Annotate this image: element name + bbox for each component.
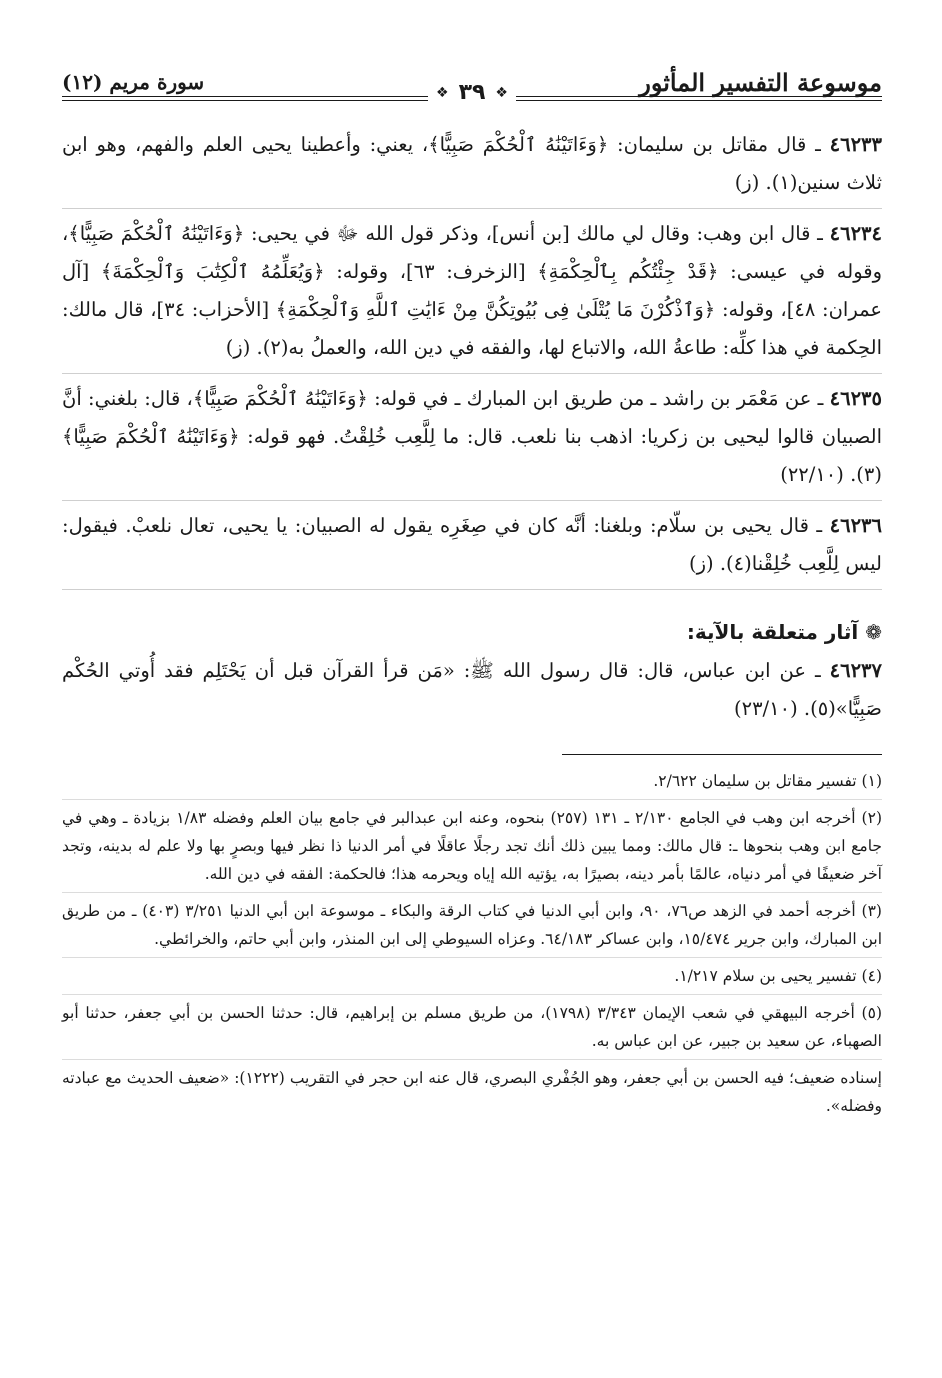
ornament-icon: ❖	[495, 84, 508, 101]
entry	[62, 215, 882, 374]
entry-number: ٤٦٢٣٥	[829, 387, 883, 410]
entry-text: ـ عن مَعْمَر بن راشد ـ من طريق ابن المبارك ـ في قوله: ﴿وَءَاتَيْنَٰهُ ٱلْحُكْمَ صَبِيًّا﴾، قال: بلغني: أنَّ الصبيان قالوا ليحيى بن زكريا: اذهب بنا نلعب. قال: ما لِلَّعِب خُلِقْتُ. فهو قوله: ﴿وَءَاتَيْنَٰهُ ٱلْحُكْمَ صَبِيًّا﴾(٣). (٢٢/١٠)	[62, 387, 882, 486]
footnote: (٤) تفسير يحيى بن سلام ١/٢١٧.	[62, 962, 882, 995]
entry-number: ٤٦٢٣٦	[829, 514, 882, 537]
entry-text: ـ عن ابن عباس، قال: قال رسول الله ﷺ: «مَن قرأ القرآن قبل أن يَحْتَلِم فقد أُوتي الحُكْم صَبِيًّا»(٥). (٢٣/١٠)	[62, 659, 882, 720]
ornament-icon: ❖	[436, 84, 449, 101]
entry-text: ـ قال يحيى بن سلّام: وبلغنا: أنَّه كان في صِغَرِه يقول له الصبيان: يا يحيى، تعال نلعبْ. فيقول: ليس لِلَّعِب خُلِقْنا(٤). (ز)	[62, 514, 882, 575]
surah-label: سورة مريم (١٢)	[62, 70, 205, 94]
entry	[62, 652, 882, 734]
page-number: ٣٩	[458, 80, 486, 105]
entry	[62, 507, 882, 590]
section-heading: ❁ آثار متعلقة بالآية:	[686, 620, 882, 644]
page-header	[62, 60, 882, 104]
footnote: (١) تفسير مقاتل بن سليمان ٢/٦٢٢.	[62, 767, 882, 800]
footnotes	[62, 767, 882, 1124]
page-number-block	[428, 80, 516, 105]
entry	[62, 380, 882, 501]
book-title: موسوعة التفسير المأثور	[639, 67, 882, 97]
entry-number: ٤٦٢٣٣	[829, 133, 883, 156]
entry-number: ٤٦٢٣٧	[829, 659, 883, 682]
entries-list	[62, 126, 882, 734]
entry-text: ـ قال ابن وهب: وقال لي مالك [بن أنس]، وذكر قول الله ﷻ في يحيى: ﴿وَءَاتَيْنَٰهُ ٱلْحُكْمَ صَبِيًّا﴾، وقوله في عيسى: ﴿قَدْ جِئْتُكُم بِٱلْحِكْمَةِ﴾ [الزخرف: ٦٣]، وقوله: ﴿وَيُعَلِّمُهُ ٱلْكِتَٰبَ وَٱلْحِكْمَةَ﴾ [آل عمران: ٤٨]، وقوله: ﴿وَٱذْكُرْنَ مَا يُتْلَىٰ فِى بُيُوتِكُنَّ مِنْ ءَايَٰتِ ٱللَّهِ وَٱلْحِكْمَةِ﴾ [الأحزاب: ٣٤]، قال مالك: الحِكمة في هذا كلِّه: طاعةُ الله، والاتباع لها، والفقه في دين الله، والعملُ به(٢). (ز)	[62, 222, 883, 359]
footnote: (٣) أخرجه أحمد في الزهد ص٧٦، ٩٠، وابن أبي الدنيا في كتاب الرقة والبكاء ـ موسوعة ابن أبي الدنيا ٣/٢٥١ (٤٠٣) ـ من طريق ابن المبارك، وابن جرير ١٥/٤٧٤، وابن عساكر ٦٤/١٨٣. وعزاه السيوطي إلى ابن المنذر، وابن أبي حاتم، والخرائطي.	[62, 897, 882, 958]
page	[62, 60, 882, 1128]
entry	[62, 126, 882, 209]
entry-number: ٤٦٢٣٤	[829, 222, 883, 245]
entry-text: ـ قال مقاتل بن سليمان: ﴿وَءَاتَيْنَٰهُ ٱلْحُكْمَ صَبِيًّا﴾، يعني: وأعطينا يحيى العلم والفهم، وهو ابن ثلاث سنين(١). (ز)	[62, 133, 882, 194]
footnote-divider	[562, 754, 882, 755]
footnote: (٥) أخرجه البيهقي في شعب الإيمان ٣/٣٤٣ (١٧٩٨)، من طريق مسلم بن إبراهيم، قال: حدثنا الحسن بن أبي جعفر، حدثنا أبو الصهباء، عن سعيد بن جبير، عن ابن عباس به.	[62, 999, 882, 1060]
footnote: (٢) أخرجه ابن وهب في الجامع ٢/١٣٠ ـ ١٣١ (٢٥٧) بنحوه، وعنه ابن عبدالبر في جامع بيان العلم وفضله ١/٨٣ بزيادة ـ وهي في جامع ابن وهب بنحوها ـ: قال مالك: ومما يبين ذلك أنك تجد رجلًا عاقلًا في أمر الدنيا ذا نظر فيها وبصرٍ بها ولا علم له بدينه، وتجد آخر ضعيفًا في أمر دنياه، عالمًا بأمر دينه، بصيرًا به، يؤتيه الله إياه ويحرمه هذا؛ فالحكمة: الفقه في دين الله.	[62, 804, 882, 893]
footnote: إسناده ضعيف؛ فيه الحسن بن أبي جعفر، وهو الجُفْري البصري، قال عنه ابن حجر في التقريب (١٢٢٢): «ضعيف الحديث مع عبادته وفضله».	[62, 1069, 882, 1115]
